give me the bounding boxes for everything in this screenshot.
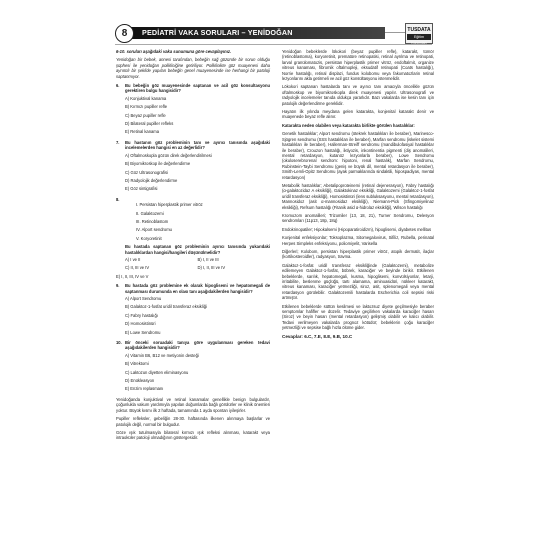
question-8-statements bbox=[136, 202, 270, 241]
case-intro-heading: 6-10. soruları aşağıdaki vaka sunumuna göre cevaplayınız. bbox=[116, 49, 232, 54]
answer-key: Cevaplar: 6.C, 7.E, 8.E, 9.B, 10.C bbox=[282, 333, 353, 339]
option-b: B) Galaktoz-1-fosfat uridil transferaz eksikliği bbox=[125, 304, 207, 310]
option-d: D) Bilateral pupiller refleks bbox=[125, 121, 174, 127]
explanation-paragraph: Pupiller refleksler, gebeliğin 28-30. haftasında ilkenen alınmaya başlarlar ve patolojik değil, normal bir bulgudur. bbox=[116, 416, 270, 427]
question-text: Bu bebeğin göz muayenesinde saptanan ve acil göz konsultasyonu gerektiren bulgu hangisidir? bbox=[125, 83, 270, 94]
question-number: 8. bbox=[116, 196, 120, 202]
explanation-paragraph: Galaktoz-1-fosfat uridil transferaz eksikliğinde (Galaktozemi), metabolize edilemeyen Galaktoz-1-fosfat, böbrek, karaciğer ve beyinde birikir. Etkilenen bebeklerde, sarılık, hepatomegali, kusma, hipoglisemi, konvülsiyonlar, letarji, irritabilite, beslenme güçlüğü, tartı alamama, aminoasidüri, nükleer katarakt, vitreus kanaması, karaciğer yetmezliği, siroz, asit, splenomegali veya mental retardasyon görülebilir. Galaktozemili hastalarda Escherichia coli sepsisi riski artmıştır. bbox=[282, 262, 434, 301]
option-e: E) Göz sintigrafisi bbox=[125, 186, 158, 192]
option-b: B) Kırmızı pupiller refle bbox=[125, 104, 168, 110]
question-number: 9. bbox=[116, 283, 120, 289]
option-c: C) Beyaz pupiller refle bbox=[125, 112, 166, 118]
explanation-paragraph: Metabolik hastalıklar; Abetalipoproteinemi (retinal dejenerasyon), Fabry hastalığı (α-galaktozidaz A eksikliği), Galaktokinaz eksikliği, Galaktozemi (Galaktoz-1-fosfat uridil transferaz eksikliği), Homosistinüri (lens subluksasyonu, mental retardasyon), Mannosidoz (asit α-mannosidaz eksikliği), Niemann-Pick (Sfingomiyelinaz eksikliği), Refsum hastalığı (Fitanik asid α-hidrolaz eksikliği), Wilson hastalığı bbox=[282, 182, 434, 210]
section-heading: Katarakta neden olabilen veya katarakta birlikte görülen hastalıklar: bbox=[282, 122, 415, 128]
logo-text: TUSDATA bbox=[407, 27, 431, 33]
statement-5: V. Koryoretinit bbox=[136, 235, 162, 241]
explanation-paragraph: Kromozom anomalileri; Trizomiler (13, 18, 21), Turner Sendromu, Delesyon sendromları (11p13, 18p, 18q) bbox=[282, 212, 434, 224]
option-c: C) II, III ve IV bbox=[125, 265, 150, 271]
header-title: PEDİATRİ VAKA SORULARI – YENİDOĞAN bbox=[142, 28, 293, 37]
explanation-paragraph: Genetik hastalıklar; Alport sendromu (ötekrek hastalıkları ile beraber), Marinesco-Sjögren sendromu (SSS hastalıkları ile beraber), Marfan sendromu (iskelet sistemi hastalıkları ile beraber), Hallerman-Streiff sendromu (mandibulofasiyal hastalıklar ile beraber), Crouzon hastalığı, iktiyozis, inkontinentia pigmenti (diş anomalileri, mental retardasyon, kutanöz lezyonlarla beraber), Lowe Sendromu (okuloserebrorenal sendrom: hipotoni, renal hastalık), Marfan Sendromu, Rubinstein-Taybi Sendromu (geniş ve büyük dil, mental retardasyon ile beraber), Smith-Lemli-Opitz Sendromu (ayak parmaklarında sindaktili, hipospadiyas, mental retardasyon) bbox=[282, 131, 434, 180]
option-c: C) Laktozun diyetten eliminasyonu bbox=[125, 369, 189, 375]
question-8-options bbox=[125, 257, 270, 274]
option-e: E) I, II, III, IV ve V bbox=[116, 273, 149, 279]
statement-1: I. Persistan hiperplastik primer vitröz bbox=[136, 202, 203, 208]
option-d: D) Radyolojik değerlendirme bbox=[125, 177, 178, 183]
question-text: Bu hastada saptanan göz probleminin ayırıcı tanısında yukarıdaki hastalıklardan hangisi/hangileri düşünülmelidir? bbox=[125, 244, 270, 255]
explanation-paragraph: Göze ışık tutulmasıyla bilateral kırmızı ışık refleksi alınması, katarakt veya intraoküler patoloji olmadığının göstergesidir. bbox=[116, 429, 270, 441]
question-text: Bu hastada göz problemine ek olarak hipoglisemi ve hepatomegali de saptanması durumunda en olası tanı aşağıdakilerden hangisidir? bbox=[125, 283, 270, 294]
case-intro-text: Yenidoğan bir bebek, annesi tarafından, bebeğin sağ gözünde bir sorun olduğu şüphesi ile yenidoğan polikliniğine getiriliyor. Poliklinikte göz muayenesi daha ayrıntılı bir şekilde yapılan bebeğin genel muayenesinde ise herhangi bir patoloji saptanmıyor. bbox=[116, 57, 270, 79]
option-c: C) Fabry hastalığı bbox=[125, 312, 158, 318]
question-9 bbox=[116, 283, 270, 294]
option-a: A) Alport Sendromu bbox=[125, 296, 162, 301]
explanation-paragraph: Yenidoğanda konjuktival ve retinal kanamalar genellikle benign bulgulardır, çoğunlukla vakum yardımıyla yapılan doğumlarda bağlı görülürler ve klinik önemleri yoktur. Büyük kısmı ilk 2 haftada, tamamında 1 ayda spontan iyileşirler. bbox=[116, 396, 270, 413]
question-number: 6. bbox=[116, 83, 120, 89]
explanation-paragraph: Endokrinopatiler; Hipokalsemi (Hipoparatiroidizm), hipoglisemi, diyabetes mellitus bbox=[282, 226, 432, 232]
option-b: B) I, II ve III bbox=[197, 256, 219, 262]
question-number: 10. bbox=[116, 340, 122, 346]
option-a: A) I ve II bbox=[125, 256, 141, 262]
question-6-options bbox=[125, 96, 270, 135]
question-7-options bbox=[125, 153, 270, 192]
option-c: C) Göz Ultrasonografisi bbox=[125, 169, 169, 175]
option-a: A) Vitamin B6, B12 ve metiyonin desteği bbox=[125, 352, 199, 358]
page-number: 8 bbox=[115, 24, 134, 43]
explanation-paragraph: Konjenital enfeksiyonlar; Toksoplazma, Sitomegalovirus, Sifiliz, Rubella, perinatal Herpes Simpleks enfeksiyonu, poliomiyelit, Varisella bbox=[282, 235, 434, 246]
option-e: E) Retinal kanama bbox=[125, 129, 160, 135]
statement-2: II. Galaktozemi bbox=[136, 210, 164, 216]
question-10 bbox=[116, 340, 270, 351]
question-8-stem bbox=[116, 244, 270, 255]
explanation-paragraph: Yenidoğan bebeklerde lökokori (beyaz pupiller refle), katarakt, tümör (retinoblastoma), koryoretinit, prematüre retinopatisi, retinal ayrılma ve retinopati, larval granülomatozis, persistan hiperplastik primer vitröz, endoftalmit, organize vitreus kanaması, fibromik oftalmopleji, eksudatif retinopati (Coats hastalığı), Norrie hastalığı, retinal displazi, fundus kolobomu veya fakomatozlarin retinal lezyonlarını akla getirmeli ve acil göz konsültasyonu istenmelidir. bbox=[282, 49, 434, 82]
option-d: D) Homosistinüri bbox=[125, 321, 156, 327]
explanation-paragraph: Diğerleri; Kolobom, persistan hiperplastik primer vitröz, atopik dermatit, ilaçlar (kortikosteroidler), radyasyon, travma. bbox=[282, 249, 434, 260]
statement-3: III. Retinoblastom bbox=[136, 218, 169, 224]
option-b: B) Biyomikroskop ile değerlendirme bbox=[125, 161, 191, 167]
statement-4: IV. Alport sendromu bbox=[136, 227, 172, 233]
option-e: E) Lowe Sendromu bbox=[125, 329, 161, 335]
right-column bbox=[282, 49, 434, 342]
option-e: E) Enzim replasmanı bbox=[125, 386, 164, 392]
tusdata-logo bbox=[405, 23, 433, 44]
option-a: A) Oftalmoskopla gözün direk değerlendirilmesi bbox=[125, 152, 212, 158]
question-number: 7. bbox=[116, 139, 120, 145]
page-header bbox=[0, 22, 550, 44]
header-rule bbox=[115, 44, 432, 45]
header-divider bbox=[385, 32, 405, 33]
option-a: A) Konjuktival kanama bbox=[125, 95, 167, 101]
option-d: D) I, II, III ve IV bbox=[197, 265, 226, 271]
question-text: Bu hastanın göz probleminin tanı ve ayırıcı tanısında aşağıdaki incelemelerden hangisi en az değerlidir? bbox=[125, 139, 270, 151]
question-9-options bbox=[125, 296, 270, 335]
explanation-paragraph: Lökokori saptanan hastalarda tanı ve ayırıcı tanı amacıyla öncelikle gözün oftalmoskop ve biyomikroskopla direk muayenesi yapılır. Ultrasonografi ve radyolojik incelemeler tanıda oldukça yararlıdır. Bazı vakalarda ise kesin tanı için patolojik değerlendirme gereklidir. bbox=[282, 84, 434, 106]
question-6 bbox=[116, 83, 270, 94]
option-b: B) Vitrektomi bbox=[125, 361, 149, 367]
question-7 bbox=[116, 140, 270, 151]
option-d: D) Enükleasyon bbox=[125, 378, 155, 384]
explanation-paragraph: Etkilenen bebeklerde süttün kesilmesi ve laktozsuz diyete geçilmesiyle beraber semptomlar hafifler ve düzelir. Tedaviye geçilirken vakalarda karaciğer hasarı (Siroz) ve beyin hasarı (mental retardasyon) gelişmiş olabilir ve kalıcı olabilir. Tedavi verilmeyen vakalarda prognoz kötüdür; bebeklerin çoğu karaciğer yetmezliği ve sepsise bağlı hızla ölüme gider. bbox=[282, 303, 434, 331]
question-10-options bbox=[125, 353, 270, 392]
explanation-paragraph: Hayatın ilk yılında meydana gelen katarakta, konjenital katarakt denir ve muayenede beyaz refle alınır. bbox=[282, 109, 434, 120]
question-text: Bir önceki soruadaki tanıya göre uygulanması gereken tedavi aşağıdakilerden hangisidir? bbox=[125, 340, 270, 351]
left-column bbox=[116, 49, 270, 444]
logo-subtitle: Eğitim Kurumları bbox=[407, 34, 431, 40]
